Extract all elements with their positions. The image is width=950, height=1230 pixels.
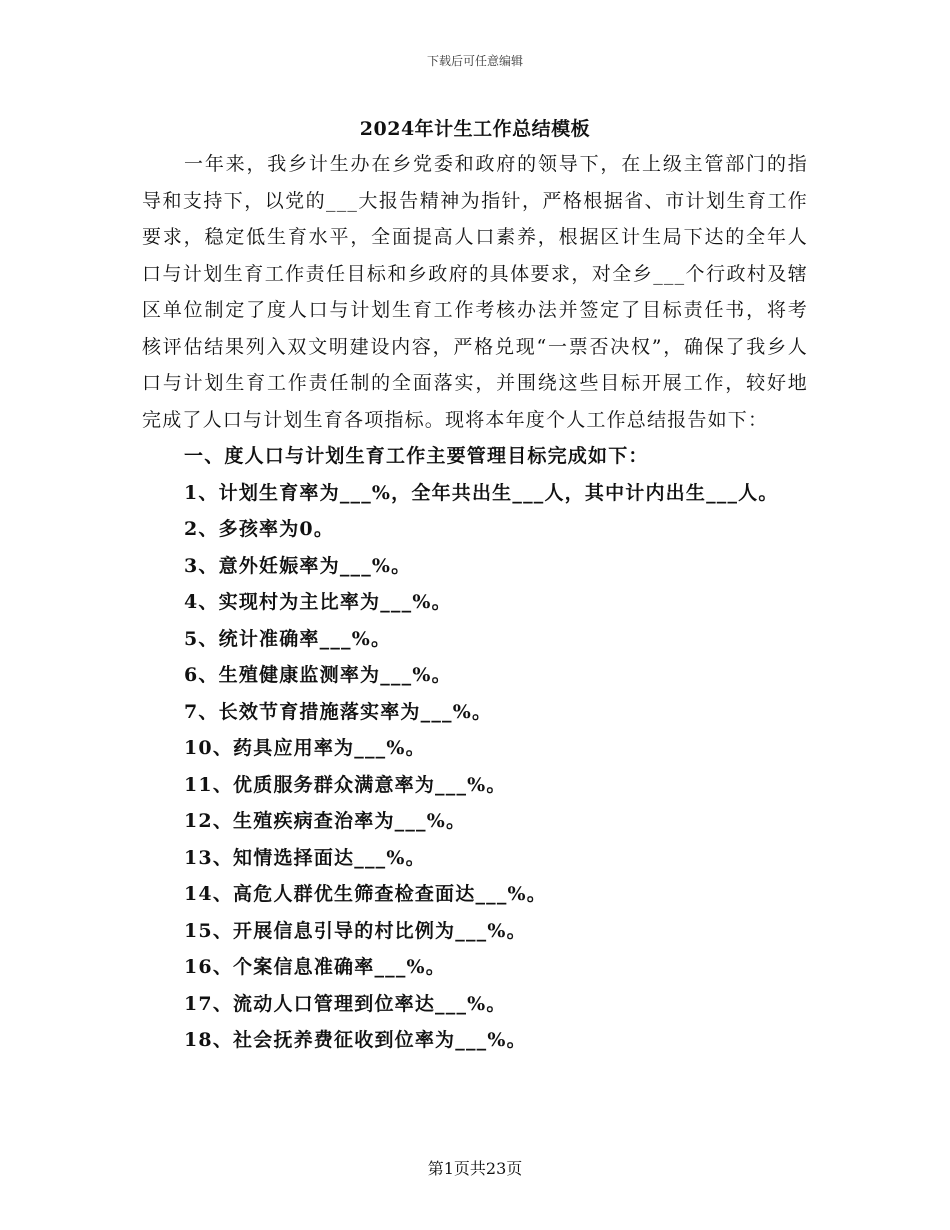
target-list — [142, 475, 808, 1059]
target-item: 10、药具应用率为___%。 — [184, 737, 426, 759]
target-item: 15、开展信息引导的村比例为___%。 — [184, 919, 527, 942]
document-body — [142, 146, 808, 1059]
target-item: 6、生殖健康监测率为___%。 — [184, 664, 452, 686]
target-item: 11、优质服务群众满意率为___%。 — [184, 773, 507, 796]
page-number: 第1页共23页 — [427, 1159, 523, 1178]
target-item: 7、长效节育措施落实率为___%。 — [184, 700, 493, 723]
target-item: 18、社会抚养费征收到位率为___%。 — [184, 1029, 527, 1051]
target-item: 3、意外妊娠率为___%。 — [184, 554, 412, 577]
target-item: 2、多孩率为0。 — [184, 518, 335, 540]
target-item: 13、知情选择面达___%。 — [184, 846, 426, 869]
page-header-note: 下载后可任意编辑 — [426, 54, 523, 68]
target-item: 14、高危人群优生筛查检查面达___%。 — [184, 883, 547, 905]
document-title: 2024年计生工作总结模板 — [359, 118, 591, 140]
intro-paragraph: 一年来，我乡计生办在乡党委和政府的领导下，在上级主管部门的指导和支持下，以党的___大报告精神为指针，严格根据省、市计划生育工作要求，稳定低生育水平，全面提高人口素养，根据区计生局下达的全年人口与计划生育工作责任目标和乡政府的具体要求，对全乡___个行政村及辖区单位制定了度人口与计划生育工作考核办法并签定了目标责任书，将考核评估结果列入双文明建设内容，严格兑现“一票否决权”，确保了我乡人口与计划生育工作责任制的全面落实，并围绕这些目标开展工作，较好地完成了人口与计划生育各项指标。现将本年度个人工作总结报告如下： — [142, 153, 808, 431]
target-item: 4、实现村为主比率为___%。 — [184, 591, 452, 613]
target-item: 12、生殖疾病查治率为___%。 — [184, 810, 467, 832]
target-item: 16、个案信息准确率___%。 — [184, 956, 446, 978]
target-item: 1、计划生育率为___%，全年共出生___人，其中计内出生___人。 — [184, 481, 779, 504]
section-heading: 一、度人口与计划生育工作主要管理目标完成如下： — [184, 445, 649, 467]
target-item: 17、流动人口管理到位率达___%。 — [184, 992, 507, 1015]
target-item: 5、统计准确率___%。 — [184, 627, 392, 650]
